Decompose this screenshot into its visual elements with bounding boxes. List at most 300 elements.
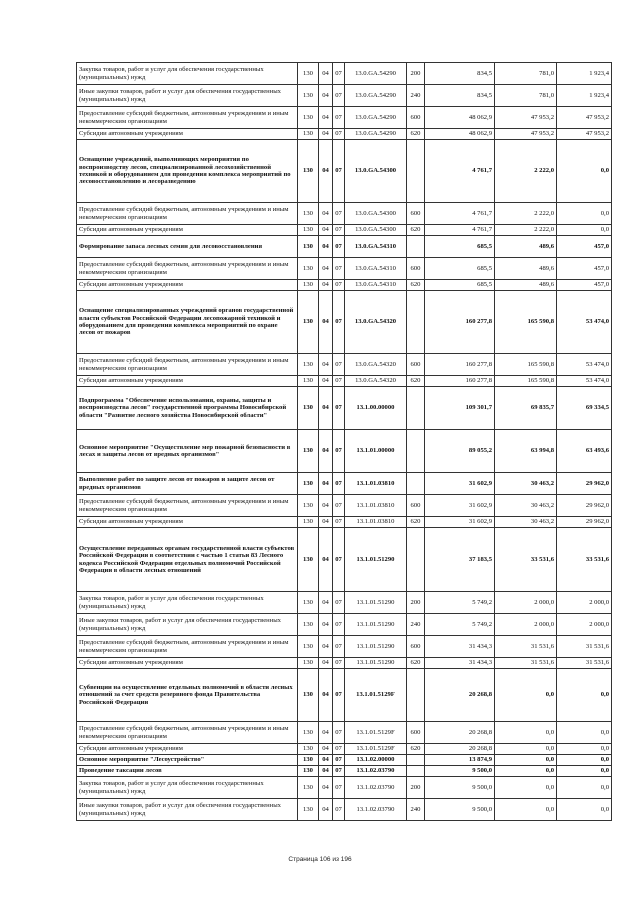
table-row <box>77 744 612 755</box>
budget-table <box>76 62 612 821</box>
expense-type-code: 200 <box>407 63 425 85</box>
subsection-code: 07 <box>333 658 345 669</box>
amount-year-2: 781,0 <box>495 63 557 85</box>
amount-year-3: 29 962,0 <box>557 517 612 528</box>
subsection-code: 07 <box>333 354 345 376</box>
item-name: Предоставление субсидий бюджетным, автономным учреждениям и иным некоммерческим организациям <box>77 258 298 280</box>
ved-code: 130 <box>298 280 319 291</box>
table-row <box>77 430 612 473</box>
ved-code: 130 <box>298 354 319 376</box>
amount-year-3: 1 923,4 <box>557 63 612 85</box>
section-code: 04 <box>319 376 333 387</box>
table-row <box>77 766 612 777</box>
section-code: 04 <box>319 669 333 722</box>
amount-year-3: 29 962,0 <box>557 495 612 517</box>
target-article-code: 13.0.GA.54290 <box>345 85 407 107</box>
expense-type-code <box>407 766 425 777</box>
item-name: Иные закупки товаров, работ и услуг для обеспечения государственных (муниципальных) нужд <box>77 799 298 821</box>
ved-code: 130 <box>298 722 319 744</box>
amount-year-2: 165 590,8 <box>495 376 557 387</box>
amount-year-2: 2 000,0 <box>495 614 557 636</box>
amount-year-1: 685,5 <box>425 258 495 280</box>
item-name: Закупка товаров, работ и услуг для обеспечения государственных (муниципальных) нужд <box>77 63 298 85</box>
section-code: 04 <box>319 495 333 517</box>
target-article-code: 13.0.GA.54300 <box>345 140 407 203</box>
amount-year-2: 30 463,2 <box>495 473 557 495</box>
table-row <box>77 140 612 203</box>
amount-year-3: 0,0 <box>557 766 612 777</box>
ved-code: 130 <box>298 614 319 636</box>
amount-year-1: 31 602,9 <box>425 495 495 517</box>
section-code: 04 <box>319 592 333 614</box>
section-code: 04 <box>319 528 333 592</box>
table-row <box>77 129 612 140</box>
amount-year-1: 4 761,7 <box>425 203 495 225</box>
item-name: Формирование запаса лесных семян для лесовосстановления <box>77 236 298 258</box>
section-code: 04 <box>319 280 333 291</box>
item-name: Основное мероприятие "Осуществление мер пожарной безопасности в лесах и защиты лесов от вредных организмов" <box>77 430 298 473</box>
subsection-code: 07 <box>333 799 345 821</box>
amount-year-1: 834,5 <box>425 85 495 107</box>
subsection-code: 07 <box>333 85 345 107</box>
amount-year-2: 489,6 <box>495 236 557 258</box>
subsection-code: 07 <box>333 777 345 799</box>
target-article-code: 13.1.01.00000 <box>345 430 407 473</box>
ved-code: 130 <box>298 225 319 236</box>
table-row <box>77 755 612 766</box>
table-row <box>77 614 612 636</box>
ved-code: 130 <box>298 766 319 777</box>
ved-code: 130 <box>298 755 319 766</box>
amount-year-1: 5 749,2 <box>425 592 495 614</box>
amount-year-2: 31 531,6 <box>495 636 557 658</box>
amount-year-3: 0,0 <box>557 669 612 722</box>
section-code: 04 <box>319 354 333 376</box>
amount-year-2: 30 463,2 <box>495 517 557 528</box>
subsection-code: 07 <box>333 140 345 203</box>
table-row <box>77 354 612 376</box>
amount-year-1: 89 055,2 <box>425 430 495 473</box>
table-row <box>77 258 612 280</box>
section-code: 04 <box>319 291 333 354</box>
amount-year-3: 47 953,2 <box>557 129 612 140</box>
item-name: Основное мероприятие "Лесоустройство" <box>77 755 298 766</box>
item-name: Оснащение специализированных учреждений органов государственной власти субъектов Российской Федерации лесопожарной техникой и оборудованием для проведения комплекса мероприятий по охране лесов от пожаров <box>77 291 298 354</box>
section-code: 04 <box>319 236 333 258</box>
subsection-code: 07 <box>333 291 345 354</box>
target-article-code: 13.1.01.5129F <box>345 744 407 755</box>
expense-type-code: 620 <box>407 658 425 669</box>
subsection-code: 07 <box>333 614 345 636</box>
target-article-code: 13.1.01.03810 <box>345 517 407 528</box>
amount-year-3: 31 531,6 <box>557 658 612 669</box>
item-name: Предоставление субсидий бюджетным, автономным учреждениям и иным некоммерческим организациям <box>77 107 298 129</box>
item-name: Субсидии автономным учреждениям <box>77 744 298 755</box>
ved-code: 130 <box>298 430 319 473</box>
table-row <box>77 669 612 722</box>
amount-year-3: 0,0 <box>557 755 612 766</box>
target-article-code: 13.1.00.00000 <box>345 387 407 430</box>
expense-type-code: 240 <box>407 799 425 821</box>
item-name: Предоставление субсидий бюджетным, автономным учреждениям и иным некоммерческим организациям <box>77 636 298 658</box>
amount-year-3: 0,0 <box>557 777 612 799</box>
amount-year-1: 37 183,5 <box>425 528 495 592</box>
amount-year-3: 457,0 <box>557 280 612 291</box>
expense-type-code <box>407 236 425 258</box>
subsection-code: 07 <box>333 528 345 592</box>
item-name: Предоставление субсидий бюджетным, автономным учреждениям и иным некоммерческим организациям <box>77 354 298 376</box>
ved-code: 130 <box>298 85 319 107</box>
table-row <box>77 107 612 129</box>
amount-year-1: 4 761,7 <box>425 140 495 203</box>
amount-year-1: 9 500,0 <box>425 766 495 777</box>
section-code: 04 <box>319 107 333 129</box>
amount-year-2: 0,0 <box>495 777 557 799</box>
ved-code: 130 <box>298 291 319 354</box>
ved-code: 130 <box>298 744 319 755</box>
table-row <box>77 722 612 744</box>
table-row <box>77 658 612 669</box>
section-code: 04 <box>319 658 333 669</box>
section-code: 04 <box>319 140 333 203</box>
table-row <box>77 236 612 258</box>
amount-year-1: 9 500,0 <box>425 799 495 821</box>
table-row <box>77 387 612 430</box>
item-name: Осуществление переданных органам государственной власти субъектов Российской Федерации в соответствии с частью 1 статьи 83 Лесного кодекса Российской Федерации отдельных полномочий Российской Федерации в области лесных отношений <box>77 528 298 592</box>
item-name: Проведение таксации лесов <box>77 766 298 777</box>
amount-year-3: 31 531,6 <box>557 636 612 658</box>
expense-type-code: 600 <box>407 495 425 517</box>
amount-year-2: 489,6 <box>495 258 557 280</box>
amount-year-1: 4 761,7 <box>425 225 495 236</box>
amount-year-2: 0,0 <box>495 755 557 766</box>
expense-type-code <box>407 669 425 722</box>
amount-year-3: 2 000,0 <box>557 614 612 636</box>
amount-year-1: 160 277,8 <box>425 354 495 376</box>
target-article-code: 13.0.GA.54320 <box>345 354 407 376</box>
ved-code: 130 <box>298 517 319 528</box>
amount-year-3: 63 493,6 <box>557 430 612 473</box>
expense-type-code <box>407 140 425 203</box>
subsection-code: 07 <box>333 376 345 387</box>
item-name: Субвенции на осуществление отдельных полномочий в области лесных отношений за счет средств резервного фонда Правительства Российской Федерации <box>77 669 298 722</box>
amount-year-2: 0,0 <box>495 744 557 755</box>
item-name: Иные закупки товаров, работ и услуг для обеспечения государственных (муниципальных) нужд <box>77 614 298 636</box>
amount-year-2: 30 463,2 <box>495 495 557 517</box>
subsection-code: 07 <box>333 107 345 129</box>
ved-code: 130 <box>298 592 319 614</box>
target-article-code: 13.1.01.51290 <box>345 592 407 614</box>
table-row <box>77 203 612 225</box>
section-code: 04 <box>319 614 333 636</box>
subsection-code: 07 <box>333 63 345 85</box>
amount-year-1: 31 602,9 <box>425 517 495 528</box>
target-article-code: 13.1.02.00000 <box>345 755 407 766</box>
item-name: Субсидии автономным учреждениям <box>77 225 298 236</box>
amount-year-1: 31 602,9 <box>425 473 495 495</box>
expense-type-code <box>407 291 425 354</box>
amount-year-1: 834,5 <box>425 63 495 85</box>
ved-code: 130 <box>298 528 319 592</box>
ved-code: 130 <box>298 129 319 140</box>
amount-year-2: 2 000,0 <box>495 592 557 614</box>
ved-code: 130 <box>298 203 319 225</box>
table-row <box>77 280 612 291</box>
amount-year-3: 53 474,0 <box>557 354 612 376</box>
expense-type-code: 600 <box>407 636 425 658</box>
amount-year-1: 160 277,8 <box>425 376 495 387</box>
amount-year-3: 33 531,6 <box>557 528 612 592</box>
amount-year-3: 0,0 <box>557 799 612 821</box>
item-name: Субсидии автономным учреждениям <box>77 658 298 669</box>
item-name: Предоставление субсидий бюджетным, автономным учреждениям и иным некоммерческим организациям <box>77 722 298 744</box>
section-code: 04 <box>319 387 333 430</box>
ved-code: 130 <box>298 636 319 658</box>
target-article-code: 13.0.GA.54290 <box>345 63 407 85</box>
subsection-code: 07 <box>333 636 345 658</box>
amount-year-3: 29 962,0 <box>557 473 612 495</box>
ved-code: 130 <box>298 495 319 517</box>
subsection-code: 07 <box>333 517 345 528</box>
ved-code: 130 <box>298 658 319 669</box>
table-row <box>77 376 612 387</box>
amount-year-3: 53 474,0 <box>557 291 612 354</box>
amount-year-3: 2 000,0 <box>557 592 612 614</box>
subsection-code: 07 <box>333 280 345 291</box>
amount-year-2: 0,0 <box>495 669 557 722</box>
target-article-code: 13.0.GA.54290 <box>345 129 407 140</box>
amount-year-2: 63 994,8 <box>495 430 557 473</box>
section-code: 04 <box>319 85 333 107</box>
expense-type-code: 600 <box>407 107 425 129</box>
expense-type-code: 620 <box>407 280 425 291</box>
expense-type-code: 240 <box>407 614 425 636</box>
expense-type-code: 600 <box>407 354 425 376</box>
amount-year-1: 20 268,8 <box>425 744 495 755</box>
target-article-code: 13.1.01.51290 <box>345 528 407 592</box>
table-row <box>77 528 612 592</box>
subsection-code: 07 <box>333 225 345 236</box>
amount-year-2: 2 222,0 <box>495 140 557 203</box>
amount-year-2: 47 953,2 <box>495 129 557 140</box>
amount-year-3: 0,0 <box>557 203 612 225</box>
item-name: Субсидии автономным учреждениям <box>77 280 298 291</box>
item-name: Закупка товаров, работ и услуг для обеспечения государственных (муниципальных) нужд <box>77 592 298 614</box>
expense-type-code <box>407 473 425 495</box>
amount-year-2: 47 953,2 <box>495 107 557 129</box>
expense-type-code <box>407 528 425 592</box>
target-article-code: 13.1.01.5129F <box>345 669 407 722</box>
amount-year-2: 0,0 <box>495 766 557 777</box>
amount-year-2: 489,6 <box>495 280 557 291</box>
subsection-code: 07 <box>333 430 345 473</box>
expense-type-code: 200 <box>407 777 425 799</box>
item-name: Субсидии автономным учреждениям <box>77 376 298 387</box>
budget-table-body <box>77 63 612 821</box>
table-row <box>77 85 612 107</box>
amount-year-3: 457,0 <box>557 258 612 280</box>
amount-year-2: 69 835,7 <box>495 387 557 430</box>
expense-type-code: 600 <box>407 203 425 225</box>
ved-code: 130 <box>298 387 319 430</box>
amount-year-1: 160 277,8 <box>425 291 495 354</box>
target-article-code: 13.1.02.03790 <box>345 799 407 821</box>
amount-year-1: 20 268,8 <box>425 669 495 722</box>
item-name: Предоставление субсидий бюджетным, автономным учреждениям и иным некоммерческим организациям <box>77 495 298 517</box>
target-article-code: 13.0.GA.54290 <box>345 107 407 129</box>
item-name: Закупка товаров, работ и услуг для обеспечения государственных (муниципальных) нужд <box>77 777 298 799</box>
table-row <box>77 636 612 658</box>
subsection-code: 07 <box>333 592 345 614</box>
ved-code: 130 <box>298 669 319 722</box>
expense-type-code: 620 <box>407 225 425 236</box>
expense-type-code: 620 <box>407 129 425 140</box>
subsection-code: 07 <box>333 203 345 225</box>
item-name: Субсидии автономным учреждениям <box>77 517 298 528</box>
subsection-code: 07 <box>333 669 345 722</box>
amount-year-2: 2 222,0 <box>495 225 557 236</box>
expense-type-code: 240 <box>407 85 425 107</box>
amount-year-3: 457,0 <box>557 236 612 258</box>
section-code: 04 <box>319 63 333 85</box>
item-name: Выполнение работ по защите лесов от пожаров и защите лесов от вредных организмов <box>77 473 298 495</box>
amount-year-1: 31 434,3 <box>425 658 495 669</box>
amount-year-3: 53 474,0 <box>557 376 612 387</box>
target-article-code: 13.1.02.03790 <box>345 766 407 777</box>
subsection-code: 07 <box>333 495 345 517</box>
amount-year-1: 685,5 <box>425 280 495 291</box>
ved-code: 130 <box>298 799 319 821</box>
table-row <box>77 592 612 614</box>
amount-year-1: 13 874,9 <box>425 755 495 766</box>
amount-year-1: 48 062,9 <box>425 129 495 140</box>
ved-code: 130 <box>298 258 319 280</box>
amount-year-1: 9 500,0 <box>425 777 495 799</box>
target-article-code: 13.1.01.03810 <box>345 473 407 495</box>
subsection-code: 07 <box>333 473 345 495</box>
expense-type-code <box>407 387 425 430</box>
table-row <box>77 495 612 517</box>
subsection-code: 07 <box>333 722 345 744</box>
section-code: 04 <box>319 777 333 799</box>
ved-code: 130 <box>298 236 319 258</box>
amount-year-2: 31 531,6 <box>495 658 557 669</box>
amount-year-3: 0,0 <box>557 140 612 203</box>
item-name: Предоставление субсидий бюджетным, автономным учреждениям и иным некоммерческим организациям <box>77 203 298 225</box>
expense-type-code: 200 <box>407 592 425 614</box>
section-code: 04 <box>319 517 333 528</box>
target-article-code: 13.0.GA.54310 <box>345 258 407 280</box>
table-row <box>77 291 612 354</box>
table-row <box>77 517 612 528</box>
subsection-code: 07 <box>333 129 345 140</box>
section-code: 04 <box>319 225 333 236</box>
section-code: 04 <box>319 473 333 495</box>
target-article-code: 13.0.GA.54320 <box>345 376 407 387</box>
amount-year-2: 0,0 <box>495 799 557 821</box>
amount-year-1: 31 434,3 <box>425 636 495 658</box>
item-name: Подпрограмма "Обеспечение использования, охраны, защиты и воспроизводства лесов" государственной программы Новосибирской области "Развитие лесного хозяйства Новосибирской области" <box>77 387 298 430</box>
ved-code: 130 <box>298 107 319 129</box>
expense-type-code: 600 <box>407 258 425 280</box>
expense-type-code: 620 <box>407 376 425 387</box>
amount-year-2: 165 590,8 <box>495 354 557 376</box>
expense-type-code <box>407 430 425 473</box>
target-article-code: 13.0.GA.54300 <box>345 203 407 225</box>
section-code: 04 <box>319 755 333 766</box>
target-article-code: 13.1.01.51290 <box>345 614 407 636</box>
section-code: 04 <box>319 744 333 755</box>
subsection-code: 07 <box>333 766 345 777</box>
subsection-code: 07 <box>333 387 345 430</box>
subsection-code: 07 <box>333 258 345 280</box>
ved-code: 130 <box>298 140 319 203</box>
section-code: 04 <box>319 129 333 140</box>
item-name: Субсидии автономным учреждениям <box>77 129 298 140</box>
amount-year-2: 165 590,8 <box>495 291 557 354</box>
target-article-code: 13.0.GA.54310 <box>345 280 407 291</box>
subsection-code: 07 <box>333 744 345 755</box>
section-code: 04 <box>319 722 333 744</box>
ved-code: 130 <box>298 63 319 85</box>
amount-year-3: 69 334,5 <box>557 387 612 430</box>
amount-year-3: 0,0 <box>557 744 612 755</box>
subsection-code: 07 <box>333 755 345 766</box>
table-row <box>77 799 612 821</box>
expense-type-code: 620 <box>407 744 425 755</box>
amount-year-1: 48 062,9 <box>425 107 495 129</box>
target-article-code: 13.1.01.51290 <box>345 658 407 669</box>
subsection-code: 07 <box>333 236 345 258</box>
amount-year-3: 1 923,4 <box>557 85 612 107</box>
section-code: 04 <box>319 203 333 225</box>
amount-year-3: 0,0 <box>557 722 612 744</box>
target-article-code: 13.0.GA.54310 <box>345 236 407 258</box>
target-article-code: 13.1.01.5129F <box>345 722 407 744</box>
amount-year-1: 685,5 <box>425 236 495 258</box>
amount-year-2: 0,0 <box>495 722 557 744</box>
amount-year-2: 33 531,6 <box>495 528 557 592</box>
page-number: Страница 106 из 196 <box>288 856 352 863</box>
amount-year-2: 781,0 <box>495 85 557 107</box>
expense-type-code <box>407 755 425 766</box>
amount-year-1: 5 749,2 <box>425 614 495 636</box>
expense-type-code: 600 <box>407 722 425 744</box>
table-row <box>77 63 612 85</box>
target-article-code: 13.1.01.03810 <box>345 495 407 517</box>
expense-type-code: 620 <box>407 517 425 528</box>
table-row <box>77 777 612 799</box>
ved-code: 130 <box>298 473 319 495</box>
ved-code: 130 <box>298 777 319 799</box>
target-article-code: 13.1.02.03790 <box>345 777 407 799</box>
amount-year-1: 109 301,7 <box>425 387 495 430</box>
amount-year-2: 2 222,0 <box>495 203 557 225</box>
amount-year-1: 20 268,8 <box>425 722 495 744</box>
amount-year-3: 0,0 <box>557 225 612 236</box>
target-article-code: 13.0.GA.54320 <box>345 291 407 354</box>
table-row <box>77 225 612 236</box>
table-row <box>77 473 612 495</box>
target-article-code: 13.1.01.51290 <box>345 636 407 658</box>
section-code: 04 <box>319 766 333 777</box>
section-code: 04 <box>319 799 333 821</box>
amount-year-3: 47 953,2 <box>557 107 612 129</box>
section-code: 04 <box>319 636 333 658</box>
ved-code: 130 <box>298 376 319 387</box>
section-code: 04 <box>319 430 333 473</box>
target-article-code: 13.0.GA.54300 <box>345 225 407 236</box>
